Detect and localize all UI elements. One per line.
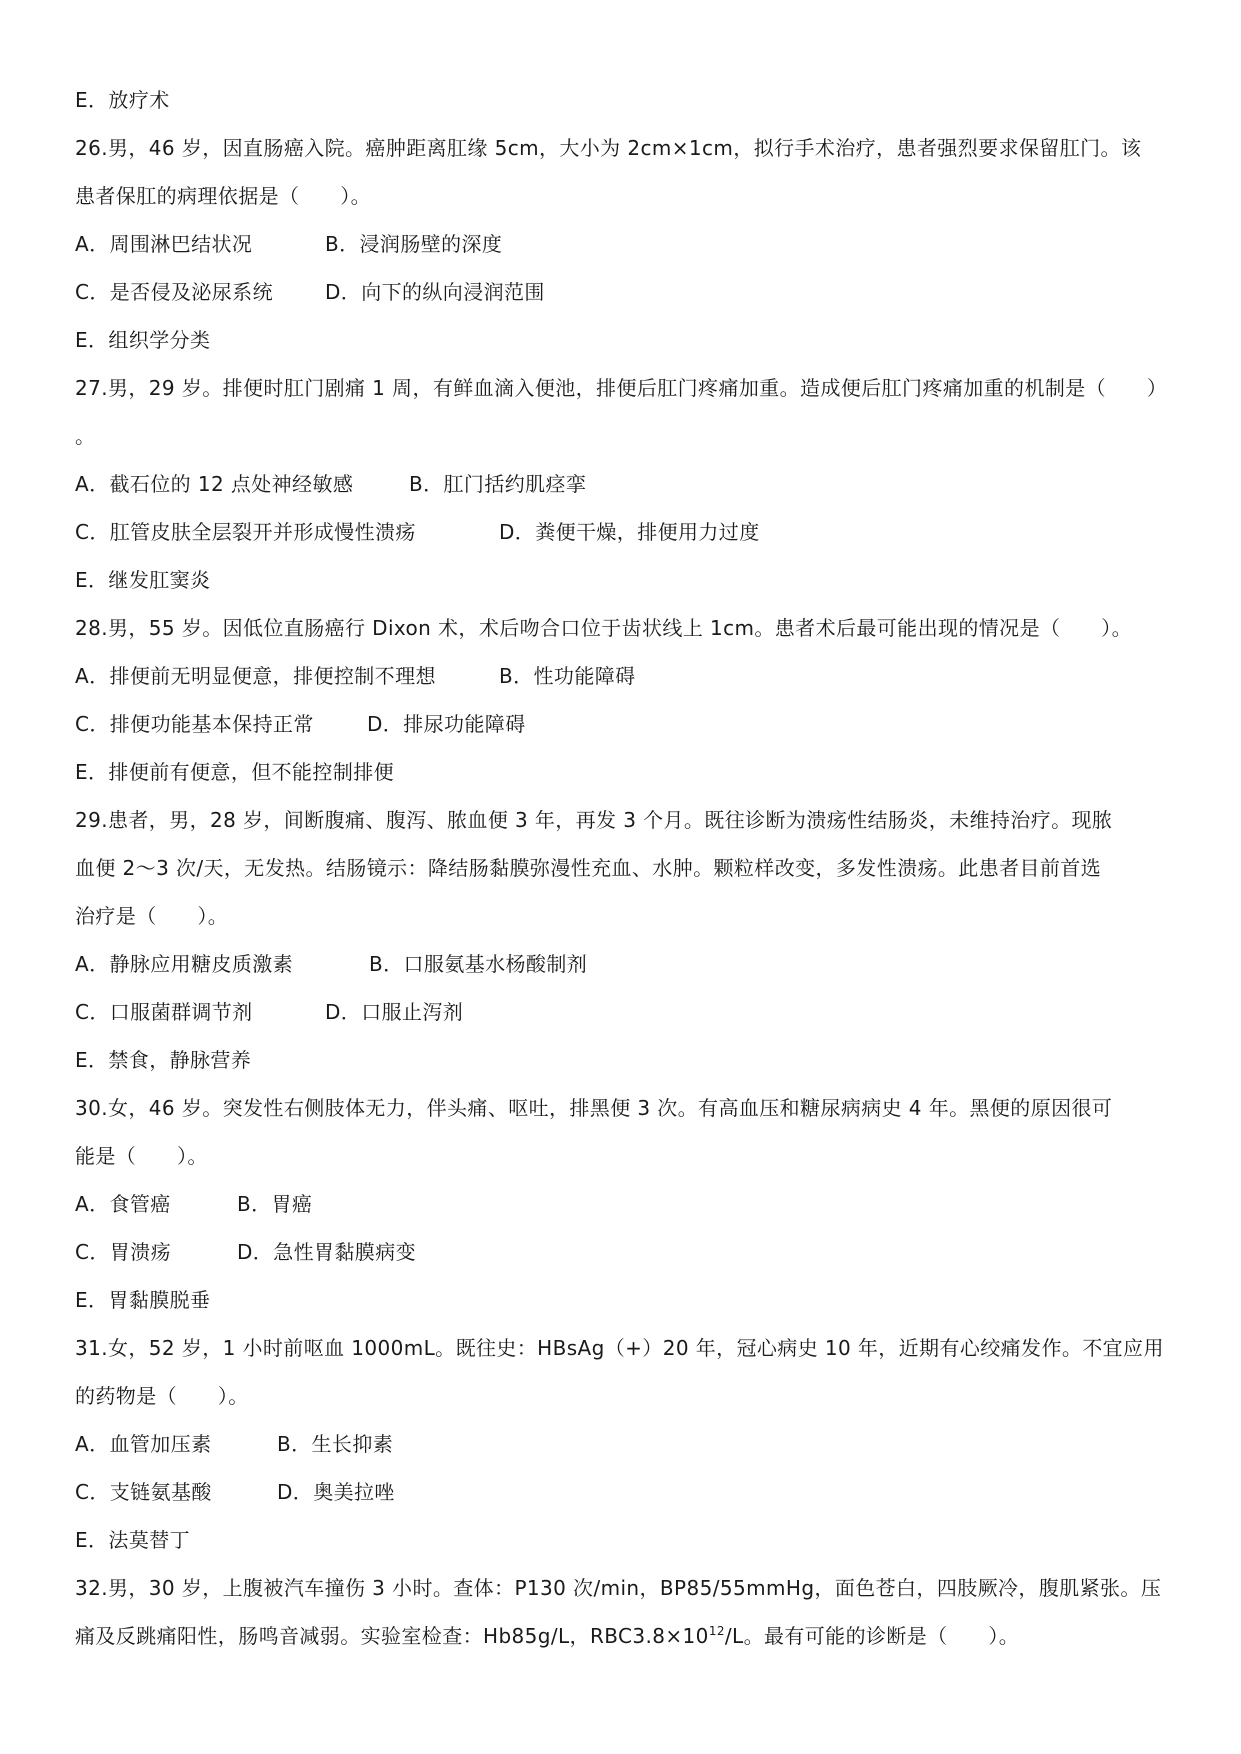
question-30-line-2: 能是（ ）。 [75, 1144, 208, 1168]
question-31-line-1: 31.女，52 岁，1 小时前呕血 1000mL。既往史：HBsAg（+）20 年，冠心病史 10 年，近期有心绞痛发作。不宜应用 [75, 1336, 1164, 1360]
option-c: C．支链氨基酸 [75, 1480, 212, 1504]
option-b: B．性功能障碍 [499, 664, 636, 688]
question-27-line-1: 27.男，29 岁。排便时肛门剧痛 1 周，有鲜血滴入便池，排便后肛门疼痛加重。造成便后肛门疼痛加重的机制是（ ） [75, 376, 1168, 400]
option-row [75, 230, 1166, 258]
option-row [75, 518, 1166, 546]
option-a: A．截石位的 12 点处神经敏感 [75, 472, 354, 496]
option-c: C．口服菌群调节剂 [75, 1000, 253, 1024]
option-row [75, 662, 1166, 690]
option-a: A．周围淋巴结状况 [75, 232, 253, 256]
question-26-line-2: 患者保肛的病理依据是（ ）。 [75, 184, 371, 208]
option-row [75, 1190, 1166, 1218]
option-c: C．肛管皮肤全层裂开并形成慢性溃疡 [75, 520, 416, 544]
option-a: A．静脉应用糖皮质激素 [75, 952, 294, 976]
option-d: D．排尿功能障碍 [367, 712, 526, 736]
question-26-line-1: 26.男，46 岁，因直肠癌入院。癌肿距离肛缘 5cm，大小为 2cm×1cm，拟行手术治疗，患者强烈要求保留肛门。该 [75, 136, 1142, 160]
option-d: D．奥美拉唑 [277, 1480, 395, 1504]
option-b: B．浸润肠壁的深度 [325, 232, 503, 256]
option-c: C．胃溃疡 [75, 1240, 171, 1264]
option-b: B．胃癌 [237, 1192, 313, 1216]
option-row [75, 998, 1166, 1026]
question-32-line-2 [75, 1622, 1166, 1650]
question-32-line-1: 32.男，30 岁，上腹被汽车撞伤 3 小时。查体：P130 次/min，BP85/55mmHg，面色苍白，四肢厥冷，腹肌紧张。压 [75, 1576, 1162, 1600]
option-b: B．生长抑素 [277, 1432, 394, 1456]
option-d: D．口服止泻剂 [325, 1000, 464, 1024]
option-e: E．排便前有便意，但不能控制排便 [75, 760, 395, 784]
question-28-line-1: 28.男，55 岁。因低位直肠癌行 Dixon 术，术后吻合口位于齿状线上 1cm。患者术后最可能出现的情况是（ ）。 [75, 616, 1132, 640]
option-d: D．粪便干燥，排便用力过度 [499, 520, 760, 544]
question-31-line-2: 的药物是（ ）。 [75, 1384, 249, 1408]
option-a: A．血管加压素 [75, 1432, 212, 1456]
question-29-line-2: 血便 2～3 次/天，无发热。结肠镜示：降结肠黏膜弥漫性充血、水肿。颗粒样改变，多发性溃疡。此患者目前首选 [75, 856, 1102, 880]
option-c: C．排便功能基本保持正常 [75, 712, 314, 736]
option-e: E．禁食，静脉营养 [75, 1048, 252, 1072]
option-row [75, 950, 1166, 978]
option-c: C．是否侵及泌尿系统 [75, 280, 273, 304]
question-29-line-1: 29.患者，男，28 岁，间断腹痛、腹泻、脓血便 3 年，再发 3 个月。既往诊断为溃疡性结肠炎，未维持治疗。现脓 [75, 808, 1113, 832]
option-e: E．继发肛窦炎 [75, 568, 211, 592]
option-e: E．放疗术 [75, 88, 170, 112]
question-27-line-2: 。 [75, 424, 96, 448]
exponent: 12 [708, 1624, 725, 1638]
option-b: B．口服氨基水杨酸制剂 [369, 952, 588, 976]
option-row [75, 1238, 1166, 1266]
option-d: D．向下的纵向浸润范围 [325, 280, 545, 304]
lab-text-end: /L。最有可能的诊断是（ ）。 [724, 1624, 1020, 1648]
option-e: E．法莫替丁 [75, 1528, 191, 1552]
option-d: D．急性胃黏膜病变 [237, 1240, 417, 1264]
option-row [75, 278, 1166, 306]
option-a: A．食管癌 [75, 1192, 171, 1216]
option-row [75, 470, 1166, 498]
option-a: A．排便前无明显便意，排便控制不理想 [75, 664, 436, 688]
question-29-line-3: 治疗是（ ）。 [75, 904, 229, 928]
option-e: E．胃黏膜脱垂 [75, 1288, 211, 1312]
option-row [75, 1478, 1166, 1506]
option-b: B．肛门括约肌痉挛 [409, 472, 587, 496]
option-row [75, 1430, 1166, 1458]
option-row [75, 710, 1166, 738]
option-e: E．组织学分类 [75, 328, 211, 352]
lab-text: 痛及反跳痛阳性，肠鸣音减弱。实验室检查：Hb85g/L，RBC3.8×10 [75, 1624, 709, 1648]
question-30-line-1: 30.女，46 岁。突发性右侧肢体无力，伴头痛、呕吐，排黑便 3 次。有高血压和糖尿病病史 4 年。黑便的原因很可 [75, 1096, 1113, 1120]
